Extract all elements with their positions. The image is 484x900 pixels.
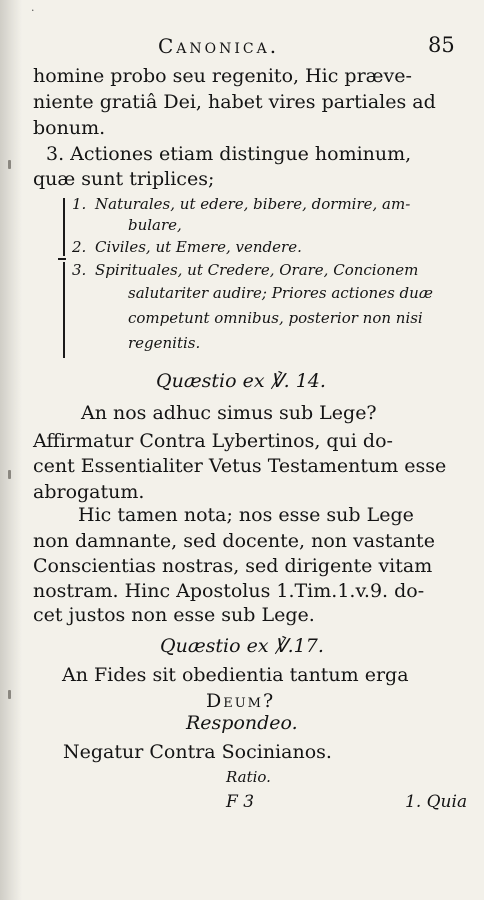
list-number: 3.	[72, 261, 87, 279]
binding-gutter	[0, 0, 22, 900]
binding-mark	[8, 470, 11, 479]
text-line: cent Essentialiter Vetus Testamentum esse	[33, 455, 447, 477]
text-line: cet justos non esse sub Lege.	[33, 604, 315, 626]
brace-point	[58, 258, 66, 260]
signature-mark: F 3	[226, 792, 255, 812]
brace	[63, 198, 65, 256]
text-line: nostram. Hinc Apostolus 1.Tim.1.v.9. do-	[33, 580, 425, 602]
binding-mark	[8, 160, 11, 169]
list-item-line: Naturales, ut edere, bibere, dormire, am-	[95, 195, 411, 213]
catchword: 1. Quia	[405, 792, 468, 812]
text-line: niente gratiâ Dei, habet vires partiales ad	[33, 91, 436, 113]
text-line: bonum.	[33, 117, 106, 139]
section-heading: Quæstio ex ℣. 14.	[156, 370, 326, 392]
text-line: quæ sunt triplices;	[33, 168, 215, 190]
question-line: An nos adhuc simus sub Lege?	[81, 402, 377, 424]
text-line: homine probo seu regenito, Hic præve-	[33, 65, 412, 87]
page-number: 85	[428, 33, 455, 57]
respondeo-heading: Respondeo.	[186, 712, 298, 734]
question-line: An Fides sit obedientia tantum erga	[62, 664, 409, 686]
list-item-line: regenitis.	[128, 334, 201, 352]
corner-mark: ·	[31, 4, 35, 17]
list-item-line: bulare,	[128, 216, 182, 234]
question-line: Deum?	[206, 690, 276, 712]
binding-mark	[8, 690, 11, 699]
text-line: Hic tamen nota; nos esse sub Lege	[78, 504, 414, 526]
list-number: 1.	[72, 195, 87, 213]
text-line: 3. Actiones etiam distingue hominum,	[46, 143, 412, 165]
running-title: Canonica.	[158, 34, 280, 58]
list-item-line: competunt omnibus, posterior non nisi	[128, 309, 423, 327]
list-number: 2.	[72, 238, 87, 256]
list-item-line: Spirituales, ut Credere, Orare, Concionem	[95, 261, 419, 279]
text-line: Negatur Contra Socinianos.	[63, 741, 332, 763]
ratio-label: Ratio.	[226, 768, 271, 786]
text-line: non damnante, sed docente, non vastante	[33, 530, 435, 552]
text-line: abrogatum.	[33, 481, 145, 503]
brace	[63, 262, 65, 358]
list-item-line: Civiles, ut Emere, vendere.	[95, 238, 302, 256]
section-heading: Quæstio ex ℣.17.	[160, 635, 324, 657]
text-line: Conscientias nostras, sed dirigente vitam	[33, 555, 433, 577]
list-item-line: salutariter audire; Priores actiones duæ	[128, 284, 433, 302]
text-line: Affirmatur Contra Lybertinos, qui do-	[33, 430, 393, 452]
